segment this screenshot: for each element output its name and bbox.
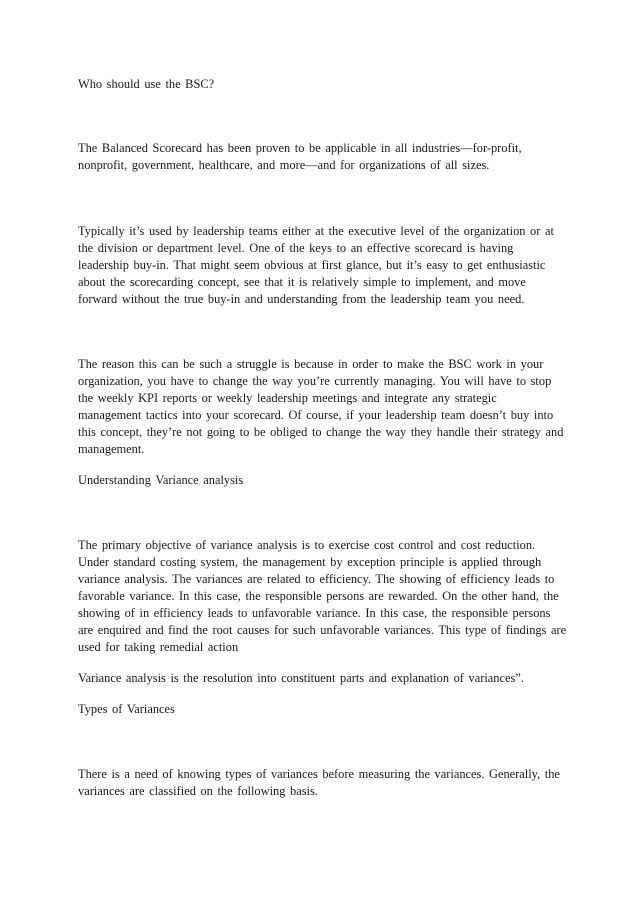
- text-line: There is a need of knowing types of variances before measuring the variances. Generally, the: [78, 767, 560, 781]
- text-line: forward without the true buy-in and understanding from the leadership team you need.: [78, 292, 525, 306]
- text-line: Variance analysis is the resolution into constituent parts and explanation of variances”.: [78, 671, 524, 685]
- text-line: nonprofit, government, healthcare, and more—and for organizations of all sizes.: [78, 158, 490, 172]
- text-line: favorable variance. In this case, the responsible persons are rewarded. On the other hand, the: [78, 589, 559, 603]
- text-line: The Balanced Scorecard has been proven to be applicable in all industries—for-profit,: [78, 141, 522, 155]
- text-line: The primary objective of variance analysis is to exercise cost control and cost reduction.: [78, 538, 536, 552]
- text-line: Typically it’s used by leadership teams either at the executive level of the organization or at: [78, 224, 554, 238]
- text-line: the weekly KPI reports or weekly leadership meetings and integrate any strategic: [78, 391, 497, 405]
- text-line: showing of in efficiency leads to unfavorable variance. In this case, the responsible persons: [78, 606, 551, 620]
- text-line: variance analysis. The variances are related to efficiency. The showing of efficiency leads to: [78, 572, 555, 586]
- heading-who-should-use-bsc: Who should use the BSC?: [78, 77, 215, 91]
- text-line: the division or department level. One of the keys to an effective scorecard is having: [78, 241, 514, 255]
- text-line: this concept, they’re not going to be obliged to change the way they handle their strategy and: [78, 425, 564, 439]
- text-line: about the scorecarding concept, see that it is relatively simple to implement, and move: [78, 275, 526, 289]
- text-line: organization, you have to change the way you’re currently managing. You will have to stop: [78, 374, 552, 388]
- text-line: are enquired and find the root causes for such unfavorable variances. This type of findings are: [78, 623, 567, 637]
- heading-types-of-variances: Types of Variances: [78, 702, 175, 716]
- text-line: management.: [78, 442, 145, 456]
- text-line: The reason this can be such a struggle is because in order to make the BSC work in your: [78, 357, 544, 371]
- text-line: management tactics into your scorecard. Of course, if your leadership team doesn’t buy into: [78, 408, 554, 422]
- heading-understanding-variance-analysis: Understanding Variance analysis: [78, 473, 244, 487]
- text-line: leadership buy-in. That might seem obvious at first glance, but it’s easy to get enthusiastic: [78, 258, 546, 272]
- text-line: Under standard costing system, the management by exception principle is applied through: [78, 555, 542, 569]
- text-line: variances are classified on the following basis.: [78, 784, 318, 798]
- text-line: used for taking remedial action: [78, 640, 239, 654]
